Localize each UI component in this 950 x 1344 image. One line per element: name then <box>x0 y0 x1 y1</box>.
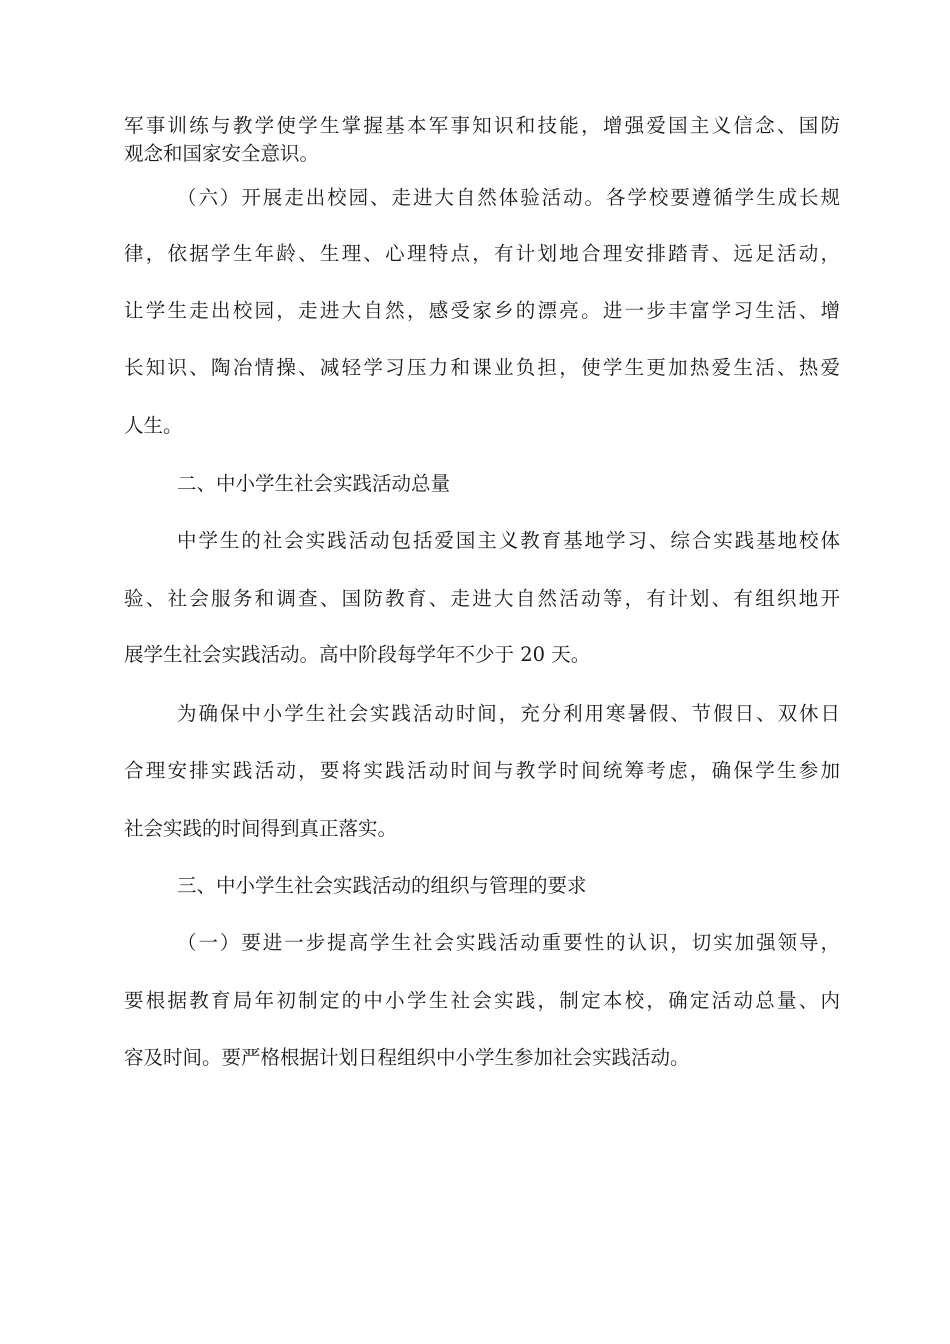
text-line-3: （六）开展走出校园、走进大自然体验活动。各学校要遵循学生成长规 <box>177 186 840 209</box>
text-line-14: 社会实践的时间得到真正落实。 <box>124 817 398 840</box>
section-heading-3: 三、中小学生社会实践活动的组织与管理的要求 <box>177 874 587 897</box>
text-line-5: 让学生走出校园，走进大自然，感受家乡的漂亮。进一步丰富学习生活、增 <box>124 299 840 322</box>
text-line-16: （一）要进一步提高学生社会实践活动重要性的认识，切实加强领导， <box>177 931 840 954</box>
text-line-2: 观念和国家安全意识。 <box>124 142 320 165</box>
text-line-6: 长知识、陶冶情操、减轻学习压力和课业负担，使学生更加热爱生活、热爱 <box>124 356 840 379</box>
text-line-17: 要根据教育局年初制定的中小学生社会实践，制定本校，确定活动总量、内 <box>124 989 840 1012</box>
text-line-13: 合理安排实践活动，要将实践活动时间与教学时间统筹考虑，确保学生参加 <box>124 759 840 782</box>
text-line-9: 中学生的社会实践活动包括爱国主义教育基地学习、综合实践基地校体 <box>177 529 840 552</box>
text-line-1: 军事训练与教学使学生掌握基本军事知识和技能，增强爱国主义信念、国防 <box>124 114 840 137</box>
section-heading-2: 二、中小学生社会实践活动总量 <box>177 472 451 495</box>
text-line-18: 容及时间。要严格根据计划日程组织中小学生参加社会实践活动。 <box>124 1046 690 1069</box>
text-line-4: 律，依据学生年龄、生理、心理特点，有计划地合理安排踏青、远足活动， <box>124 242 840 265</box>
text-line-12: 为确保中小学生社会实践活动时间，充分利用寒暑假、节假日、双休日 <box>177 702 840 725</box>
text-line-10: 验、社会服务和调查、国防教育、走进大自然活动等，有计划、有组织地开 <box>124 587 840 610</box>
text-line-11: 展学生社会实践活动。高中阶段每学年不少于 20 天。 <box>124 643 591 666</box>
text-line-7: 人生。 <box>124 414 183 437</box>
